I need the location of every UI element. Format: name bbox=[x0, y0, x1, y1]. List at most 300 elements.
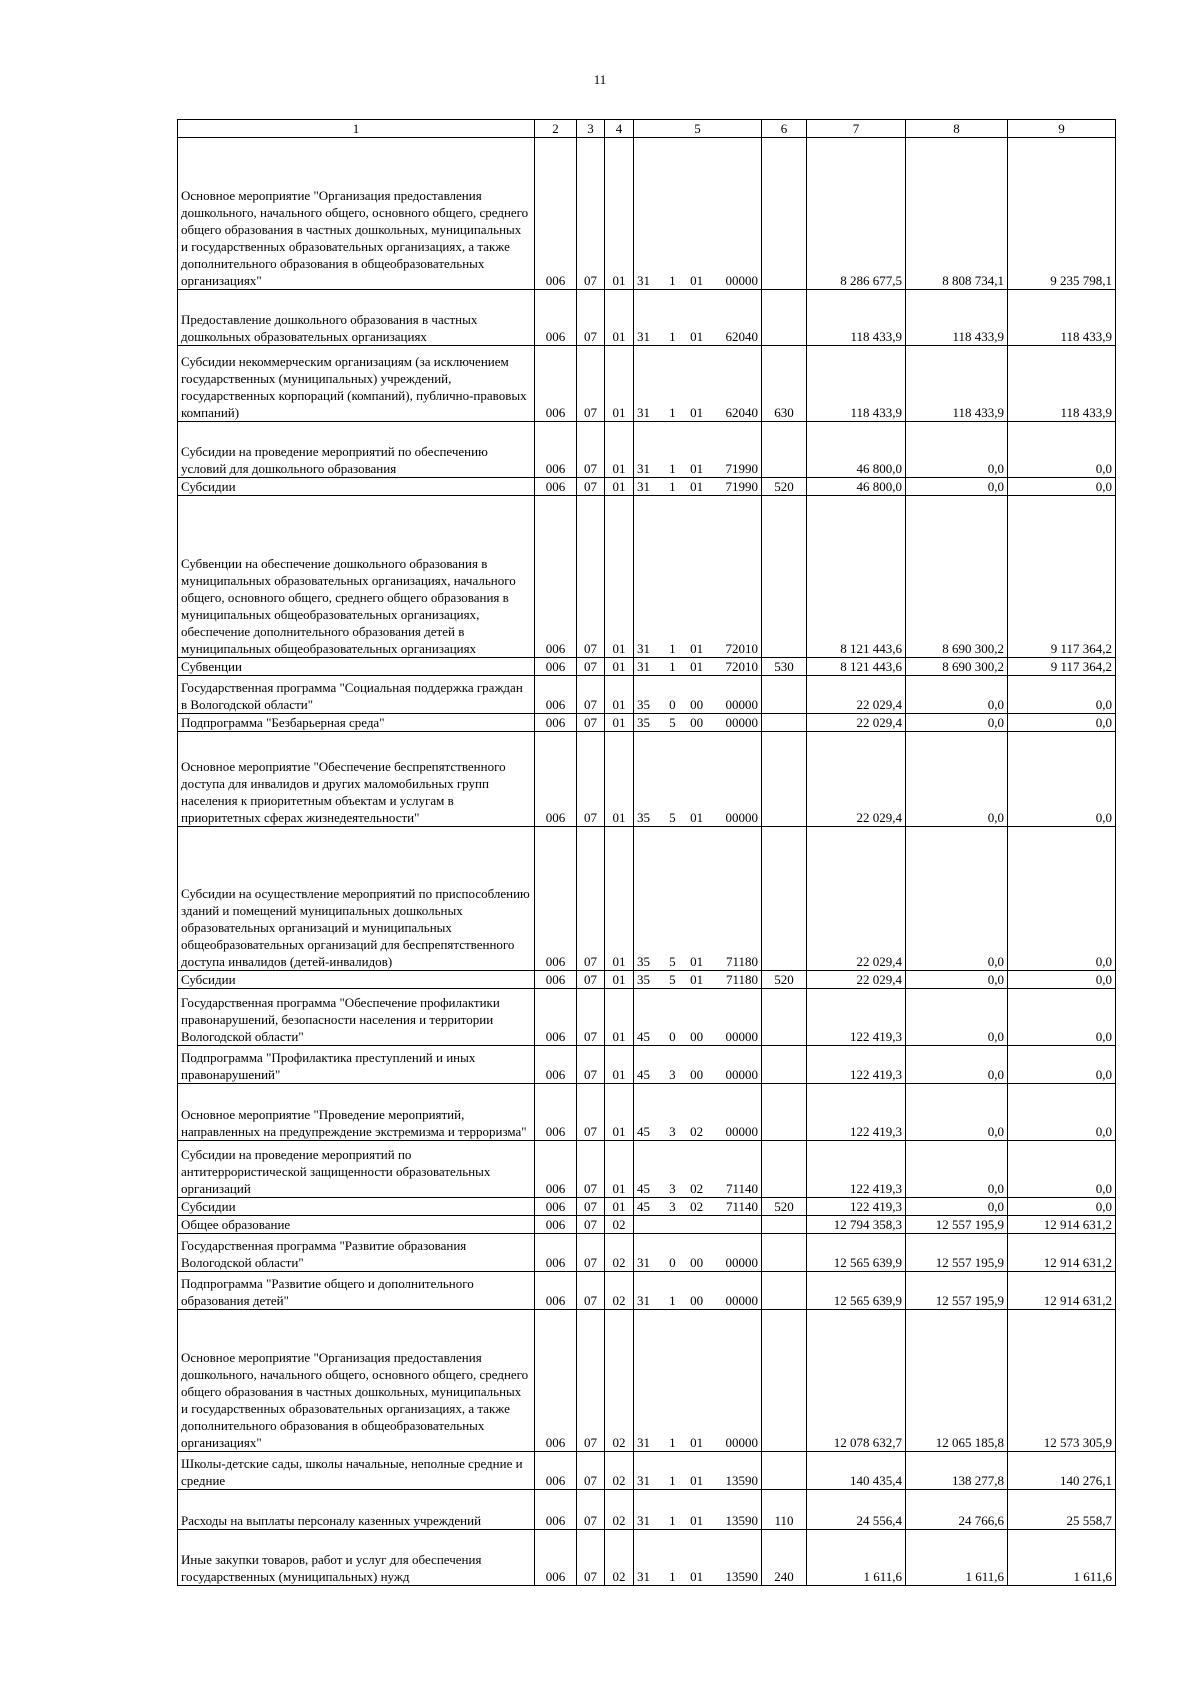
section-code: 07 bbox=[577, 827, 605, 971]
target-article-code bbox=[634, 714, 762, 732]
target-article-code bbox=[634, 346, 762, 422]
code-part: 1 bbox=[669, 273, 676, 288]
amount-year-2: 0,0 bbox=[906, 827, 1008, 971]
code-part: 00 bbox=[690, 1293, 704, 1308]
code-part: 01 bbox=[690, 659, 704, 674]
expense-type-code bbox=[762, 1046, 807, 1084]
section-code: 07 bbox=[577, 1084, 605, 1141]
amount-year-1: 8 121 443,6 bbox=[807, 658, 906, 676]
amount-year-1: 122 419,3 bbox=[807, 1141, 906, 1198]
code-part: 72010 bbox=[725, 641, 758, 656]
code-part: 35 bbox=[637, 810, 650, 825]
row-title: Субсидии некоммерческим организациям (за исключением государственных (муниципальных) учреждений, государственных корпораций (компаний), публично-правовых компаний) bbox=[178, 346, 535, 422]
code-part: 31 bbox=[637, 1569, 650, 1584]
code-part: 5 bbox=[669, 972, 676, 987]
section-code: 07 bbox=[577, 496, 605, 658]
code-part: 62040 bbox=[725, 329, 758, 344]
code-part: 3 bbox=[669, 1124, 676, 1139]
subsection-code: 02 bbox=[605, 1216, 634, 1234]
code-part: 45 bbox=[637, 1124, 650, 1139]
amount-year-2: 0,0 bbox=[906, 1141, 1008, 1198]
code-part: 71990 bbox=[725, 461, 758, 476]
subsection-code: 01 bbox=[605, 422, 634, 478]
expense-type-code: 520 bbox=[762, 1198, 807, 1216]
amount-year-2: 12 557 195,9 bbox=[906, 1216, 1008, 1234]
amount-year-2: 12 557 195,9 bbox=[906, 1234, 1008, 1272]
amount-year-3: 0,0 bbox=[1008, 732, 1116, 827]
amount-year-1: 12 794 358,3 bbox=[807, 1216, 906, 1234]
ministry-code: 006 bbox=[535, 346, 577, 422]
table-row bbox=[178, 827, 1116, 971]
subsection-code: 01 bbox=[605, 827, 634, 971]
code-part: 1 bbox=[669, 479, 676, 494]
table-row bbox=[178, 1141, 1116, 1198]
code-part: 01 bbox=[690, 1473, 704, 1488]
code-part: 00000 bbox=[725, 1255, 758, 1270]
header-cell: 5 bbox=[634, 120, 762, 138]
amount-year-1: 46 800,0 bbox=[807, 422, 906, 478]
code-part: 13590 bbox=[725, 1513, 758, 1528]
section-code: 07 bbox=[577, 422, 605, 478]
row-title: Подпрограмма "Безбарьерная среда" bbox=[178, 714, 535, 732]
table-row bbox=[178, 732, 1116, 827]
code-part: 31 bbox=[637, 1513, 650, 1528]
amount-year-3: 140 276,1 bbox=[1008, 1452, 1116, 1490]
target-article-code bbox=[634, 1452, 762, 1490]
expense-type-code bbox=[762, 138, 807, 290]
subsection-code: 02 bbox=[605, 1310, 634, 1452]
expense-type-code: 240 bbox=[762, 1530, 807, 1586]
amount-year-2: 118 433,9 bbox=[906, 290, 1008, 346]
ministry-code: 006 bbox=[535, 1530, 577, 1586]
table-header-row bbox=[178, 120, 1116, 138]
target-article-code bbox=[634, 478, 762, 496]
ministry-code: 006 bbox=[535, 496, 577, 658]
ministry-code: 006 bbox=[535, 1234, 577, 1272]
table-row bbox=[178, 1216, 1116, 1234]
expense-type-code bbox=[762, 989, 807, 1046]
table-row bbox=[178, 496, 1116, 658]
section-code: 07 bbox=[577, 971, 605, 989]
amount-year-1: 118 433,9 bbox=[807, 290, 906, 346]
subsection-code: 01 bbox=[605, 1198, 634, 1216]
subsection-code: 01 bbox=[605, 478, 634, 496]
code-part: 02 bbox=[690, 1181, 704, 1196]
amount-year-3: 0,0 bbox=[1008, 1084, 1116, 1141]
subsection-code: 02 bbox=[605, 1272, 634, 1310]
code-part: 01 bbox=[690, 405, 704, 420]
target-article-code bbox=[634, 1084, 762, 1141]
code-part: 13590 bbox=[725, 1569, 758, 1584]
code-part: 45 bbox=[637, 1199, 650, 1214]
code-part: 1 bbox=[669, 405, 676, 420]
table-row bbox=[178, 478, 1116, 496]
code-part: 31 bbox=[637, 1473, 650, 1488]
subsection-code: 01 bbox=[605, 989, 634, 1046]
section-code: 07 bbox=[577, 1234, 605, 1272]
section-code: 07 bbox=[577, 658, 605, 676]
expense-type-code bbox=[762, 732, 807, 827]
amount-year-2: 0,0 bbox=[906, 714, 1008, 732]
expense-type-code bbox=[762, 290, 807, 346]
section-code: 07 bbox=[577, 478, 605, 496]
row-title: Субсидии на проведение мероприятий по обеспечению условий для дошкольного образования bbox=[178, 422, 535, 478]
code-part: 3 bbox=[669, 1199, 676, 1214]
ministry-code: 006 bbox=[535, 1141, 577, 1198]
subsection-code: 02 bbox=[605, 1490, 634, 1530]
amount-year-3: 0,0 bbox=[1008, 1141, 1116, 1198]
amount-year-1: 12 078 632,7 bbox=[807, 1310, 906, 1452]
target-article-code bbox=[634, 1216, 762, 1234]
amount-year-3: 0,0 bbox=[1008, 714, 1116, 732]
amount-year-2: 8 690 300,2 bbox=[906, 496, 1008, 658]
code-part: 45 bbox=[637, 1181, 650, 1196]
expense-type-code: 520 bbox=[762, 478, 807, 496]
code-part: 01 bbox=[690, 1569, 704, 1584]
header-cell: 2 bbox=[535, 120, 577, 138]
ministry-code: 006 bbox=[535, 1452, 577, 1490]
ministry-code: 006 bbox=[535, 714, 577, 732]
code-part: 00000 bbox=[725, 1029, 758, 1044]
expense-type-code bbox=[762, 496, 807, 658]
amount-year-1: 22 029,4 bbox=[807, 971, 906, 989]
code-part: 31 bbox=[637, 641, 650, 656]
amount-year-1: 140 435,4 bbox=[807, 1452, 906, 1490]
amount-year-3: 0,0 bbox=[1008, 827, 1116, 971]
row-title: Иные закупки товаров, работ и услуг для обеспечения государственных (муниципальных) нужд bbox=[178, 1530, 535, 1586]
section-code: 07 bbox=[577, 1452, 605, 1490]
code-part: 71990 bbox=[725, 479, 758, 494]
amount-year-1: 118 433,9 bbox=[807, 346, 906, 422]
expense-type-code: 520 bbox=[762, 971, 807, 989]
code-part: 31 bbox=[637, 1435, 650, 1450]
expense-type-code: 110 bbox=[762, 1490, 807, 1530]
target-article-code bbox=[634, 1234, 762, 1272]
code-part: 3 bbox=[669, 1067, 676, 1082]
amount-year-3: 0,0 bbox=[1008, 676, 1116, 714]
expense-type-code bbox=[762, 1234, 807, 1272]
code-part: 00000 bbox=[725, 715, 758, 730]
amount-year-2: 0,0 bbox=[906, 676, 1008, 714]
section-code: 07 bbox=[577, 732, 605, 827]
header-cell: 3 bbox=[577, 120, 605, 138]
section-code: 07 bbox=[577, 1272, 605, 1310]
amount-year-1: 122 419,3 bbox=[807, 1198, 906, 1216]
table-row bbox=[178, 714, 1116, 732]
amount-year-2: 0,0 bbox=[906, 971, 1008, 989]
row-title: Предоставление дошкольного образования в частных дошкольных образовательных организациях bbox=[178, 290, 535, 346]
section-code: 07 bbox=[577, 1310, 605, 1452]
code-part: 31 bbox=[637, 405, 650, 420]
amount-year-1: 22 029,4 bbox=[807, 827, 906, 971]
row-title: Субсидии на проведение мероприятий по антитеррористической защищенности образовательных организаций bbox=[178, 1141, 535, 1198]
amount-year-3: 0,0 bbox=[1008, 989, 1116, 1046]
table-body bbox=[178, 138, 1116, 1586]
code-part: 01 bbox=[690, 461, 704, 476]
amount-year-2: 0,0 bbox=[906, 732, 1008, 827]
row-title: Государственная программа "Развитие образования Вологодской области" bbox=[178, 1234, 535, 1272]
subsection-code: 01 bbox=[605, 658, 634, 676]
code-part: 01 bbox=[690, 479, 704, 494]
amount-year-2: 12 065 185,8 bbox=[906, 1310, 1008, 1452]
subsection-code: 01 bbox=[605, 496, 634, 658]
row-title: Государственная программа "Обеспечение профилактики правонарушений, безопасности населения и территории Вологодской области" bbox=[178, 989, 535, 1046]
code-part: 01 bbox=[690, 810, 704, 825]
row-title: Общее образование bbox=[178, 1216, 535, 1234]
row-title: Основное мероприятие "Обеспечение беспрепятственного доступа для инвалидов и других маломобильных групп населения к приоритетным объектам и услугам в приоритетных сферах жизнедеятельности" bbox=[178, 732, 535, 827]
subsection-code: 02 bbox=[605, 1234, 634, 1272]
amount-year-2: 12 557 195,9 bbox=[906, 1272, 1008, 1310]
target-article-code bbox=[634, 1530, 762, 1586]
code-part: 1 bbox=[669, 1293, 676, 1308]
code-part: 31 bbox=[637, 273, 650, 288]
ministry-code: 006 bbox=[535, 1198, 577, 1216]
row-title: Школы-детские сады, школы начальные, неполные средние и средние bbox=[178, 1452, 535, 1490]
expense-type-code: 530 bbox=[762, 658, 807, 676]
amount-year-2: 0,0 bbox=[906, 1084, 1008, 1141]
subsection-code: 01 bbox=[605, 1084, 634, 1141]
table-row bbox=[178, 971, 1116, 989]
row-title: Субсидии bbox=[178, 1198, 535, 1216]
code-part: 02 bbox=[690, 1199, 704, 1214]
ministry-code: 006 bbox=[535, 1084, 577, 1141]
subsection-code: 02 bbox=[605, 1452, 634, 1490]
code-part: 0 bbox=[669, 1255, 676, 1270]
header-cell: 1 bbox=[178, 120, 535, 138]
code-part: 1 bbox=[669, 1569, 676, 1584]
amount-year-3: 12 914 631,2 bbox=[1008, 1234, 1116, 1272]
amount-year-1: 8 121 443,6 bbox=[807, 496, 906, 658]
code-part: 01 bbox=[690, 273, 704, 288]
row-title: Основное мероприятие "Проведение мероприятий, направленных на предупреждение экстремизма и терроризма" bbox=[178, 1084, 535, 1141]
expense-type-code bbox=[762, 1084, 807, 1141]
code-part: 5 bbox=[669, 715, 676, 730]
section-code: 07 bbox=[577, 676, 605, 714]
target-article-code bbox=[634, 658, 762, 676]
ministry-code: 006 bbox=[535, 1272, 577, 1310]
code-part: 00000 bbox=[725, 1293, 758, 1308]
amount-year-1: 46 800,0 bbox=[807, 478, 906, 496]
amount-year-3: 9 117 364,2 bbox=[1008, 496, 1116, 658]
subsection-code: 01 bbox=[605, 138, 634, 290]
amount-year-3: 12 914 631,2 bbox=[1008, 1272, 1116, 1310]
table-row bbox=[178, 1046, 1116, 1084]
target-article-code bbox=[634, 732, 762, 827]
table-row bbox=[178, 346, 1116, 422]
amount-year-2: 138 277,8 bbox=[906, 1452, 1008, 1490]
code-part: 00 bbox=[690, 1255, 704, 1270]
row-title: Государственная программа "Социальная поддержка граждан в Вологодской области" bbox=[178, 676, 535, 714]
section-code: 07 bbox=[577, 346, 605, 422]
ministry-code: 006 bbox=[535, 138, 577, 290]
target-article-code bbox=[634, 290, 762, 346]
code-part: 00 bbox=[690, 715, 704, 730]
subsection-code: 02 bbox=[605, 1530, 634, 1586]
amount-year-1: 24 556,4 bbox=[807, 1490, 906, 1530]
expense-type-code bbox=[762, 1272, 807, 1310]
ministry-code: 006 bbox=[535, 732, 577, 827]
ministry-code: 006 bbox=[535, 827, 577, 971]
amount-year-3: 0,0 bbox=[1008, 1046, 1116, 1084]
amount-year-2: 118 433,9 bbox=[906, 346, 1008, 422]
amount-year-2: 0,0 bbox=[906, 989, 1008, 1046]
amount-year-1: 22 029,4 bbox=[807, 676, 906, 714]
amount-year-2: 8 808 734,1 bbox=[906, 138, 1008, 290]
code-part: 00000 bbox=[725, 1435, 758, 1450]
row-title: Основное мероприятие "Организация предоставления дошкольного, начального общего, основного общего, среднего общего образования в частных дошкольных, муниципальных и государственных образовательных организациях, а также дополнительного образования в общеобразовательных организациях" bbox=[178, 138, 535, 290]
amount-year-3: 0,0 bbox=[1008, 1198, 1116, 1216]
code-part: 5 bbox=[669, 954, 676, 969]
section-code: 07 bbox=[577, 138, 605, 290]
code-part: 62040 bbox=[725, 405, 758, 420]
code-part: 01 bbox=[690, 329, 704, 344]
code-part: 00000 bbox=[725, 273, 758, 288]
header-cell: 8 bbox=[906, 120, 1008, 138]
table-row bbox=[178, 1490, 1116, 1530]
section-code: 07 bbox=[577, 989, 605, 1046]
amount-year-2: 8 690 300,2 bbox=[906, 658, 1008, 676]
expense-type-code bbox=[762, 1141, 807, 1198]
table-row bbox=[178, 989, 1116, 1046]
code-part: 01 bbox=[690, 972, 704, 987]
table-row bbox=[178, 1234, 1116, 1272]
code-part: 72010 bbox=[725, 659, 758, 674]
target-article-code bbox=[634, 422, 762, 478]
subsection-code: 01 bbox=[605, 1046, 634, 1084]
target-article-code bbox=[634, 676, 762, 714]
ministry-code: 006 bbox=[535, 989, 577, 1046]
ministry-code: 006 bbox=[535, 658, 577, 676]
ministry-code: 006 bbox=[535, 971, 577, 989]
amount-year-1: 122 419,3 bbox=[807, 1084, 906, 1141]
section-code: 07 bbox=[577, 1530, 605, 1586]
code-part: 31 bbox=[637, 1255, 650, 1270]
table-row bbox=[178, 1530, 1116, 1586]
expense-type-code bbox=[762, 1310, 807, 1452]
header-cell: 9 bbox=[1008, 120, 1116, 138]
amount-year-3: 0,0 bbox=[1008, 478, 1116, 496]
subsection-code: 01 bbox=[605, 714, 634, 732]
code-part: 00000 bbox=[725, 1124, 758, 1139]
amount-year-3: 0,0 bbox=[1008, 971, 1116, 989]
code-part: 3 bbox=[669, 1181, 676, 1196]
amount-year-3: 0,0 bbox=[1008, 422, 1116, 478]
code-part: 71140 bbox=[725, 1199, 758, 1214]
code-part: 01 bbox=[690, 954, 704, 969]
row-title: Субсидии bbox=[178, 478, 535, 496]
section-code: 07 bbox=[577, 714, 605, 732]
subsection-code: 01 bbox=[605, 676, 634, 714]
subsection-code: 01 bbox=[605, 732, 634, 827]
ministry-code: 006 bbox=[535, 1490, 577, 1530]
ministry-code: 006 bbox=[535, 1046, 577, 1084]
section-code: 07 bbox=[577, 1216, 605, 1234]
code-part: 45 bbox=[637, 1029, 650, 1044]
code-part: 31 bbox=[637, 479, 650, 494]
row-title: Основное мероприятие "Организация предоставления дошкольного, начального общего, основного общего, среднего общего образования в частных дошкольных, муниципальных и государственных образовательных организациях, а также дополнительного образования в общеобразовательных организациях" bbox=[178, 1310, 535, 1452]
code-part: 1 bbox=[669, 641, 676, 656]
ministry-code: 006 bbox=[535, 1310, 577, 1452]
ministry-code: 006 bbox=[535, 676, 577, 714]
target-article-code bbox=[634, 1141, 762, 1198]
target-article-code bbox=[634, 496, 762, 658]
table-row bbox=[178, 422, 1116, 478]
amount-year-2: 0,0 bbox=[906, 422, 1008, 478]
row-title: Расходы на выплаты персоналу казенных учреждений bbox=[178, 1490, 535, 1530]
amount-year-3: 118 433,9 bbox=[1008, 290, 1116, 346]
subsection-code: 01 bbox=[605, 971, 634, 989]
code-part: 31 bbox=[637, 461, 650, 476]
expense-type-code bbox=[762, 714, 807, 732]
code-part: 71180 bbox=[725, 954, 758, 969]
budget-table bbox=[177, 119, 1116, 1586]
table-row bbox=[178, 1310, 1116, 1452]
table-row bbox=[178, 676, 1116, 714]
table-row bbox=[178, 290, 1116, 346]
target-article-code bbox=[634, 138, 762, 290]
code-part: 5 bbox=[669, 810, 676, 825]
ministry-code: 006 bbox=[535, 478, 577, 496]
code-part: 35 bbox=[637, 697, 650, 712]
target-article-code bbox=[634, 1310, 762, 1452]
code-part: 1 bbox=[669, 461, 676, 476]
code-part: 1 bbox=[669, 1435, 676, 1450]
target-article-code bbox=[634, 971, 762, 989]
code-part: 00000 bbox=[725, 810, 758, 825]
amount-year-3: 12 573 305,9 bbox=[1008, 1310, 1116, 1452]
code-part: 0 bbox=[669, 1029, 676, 1044]
code-part: 31 bbox=[637, 329, 650, 344]
code-part: 45 bbox=[637, 1067, 650, 1082]
table-row bbox=[178, 1084, 1116, 1141]
expense-type-code bbox=[762, 422, 807, 478]
code-part: 00 bbox=[690, 697, 704, 712]
table-row bbox=[178, 138, 1116, 290]
code-part: 01 bbox=[690, 1513, 704, 1528]
ministry-code: 006 bbox=[535, 422, 577, 478]
table-row bbox=[178, 1452, 1116, 1490]
ministry-code: 006 bbox=[535, 290, 577, 346]
code-part: 13590 bbox=[725, 1473, 758, 1488]
row-title: Субвенции bbox=[178, 658, 535, 676]
amount-year-1: 22 029,4 bbox=[807, 714, 906, 732]
subsection-code: 01 bbox=[605, 346, 634, 422]
code-part: 02 bbox=[690, 1124, 704, 1139]
code-part: 31 bbox=[637, 659, 650, 674]
code-part: 00000 bbox=[725, 697, 758, 712]
code-part: 01 bbox=[690, 1435, 704, 1450]
row-title: Субвенции на обеспечение дошкольного образования в муниципальных образовательных организациях, начального общего, основного общего, среднего общего образования в муниципальных общеобразовательных организациях, обеспечение дополнительного образования детей в муниципальных общеобразовательных организациях bbox=[178, 496, 535, 658]
target-article-code bbox=[634, 989, 762, 1046]
amount-year-1: 122 419,3 bbox=[807, 1046, 906, 1084]
amount-year-2: 0,0 bbox=[906, 1046, 1008, 1084]
code-part: 1 bbox=[669, 1473, 676, 1488]
ministry-code: 006 bbox=[535, 1216, 577, 1234]
expense-type-code bbox=[762, 827, 807, 971]
code-part: 0 bbox=[669, 697, 676, 712]
code-part: 35 bbox=[637, 715, 650, 730]
amount-year-3: 1 611,6 bbox=[1008, 1530, 1116, 1586]
amount-year-3: 118 433,9 bbox=[1008, 346, 1116, 422]
code-part: 00 bbox=[690, 1029, 704, 1044]
section-code: 07 bbox=[577, 290, 605, 346]
code-part: 00000 bbox=[725, 1067, 758, 1082]
row-title: Подпрограмма "Развитие общего и дополнительного образования детей" bbox=[178, 1272, 535, 1310]
row-title: Субсидии bbox=[178, 971, 535, 989]
code-part: 1 bbox=[669, 329, 676, 344]
amount-year-1: 12 565 639,9 bbox=[807, 1272, 906, 1310]
code-part: 35 bbox=[637, 954, 650, 969]
